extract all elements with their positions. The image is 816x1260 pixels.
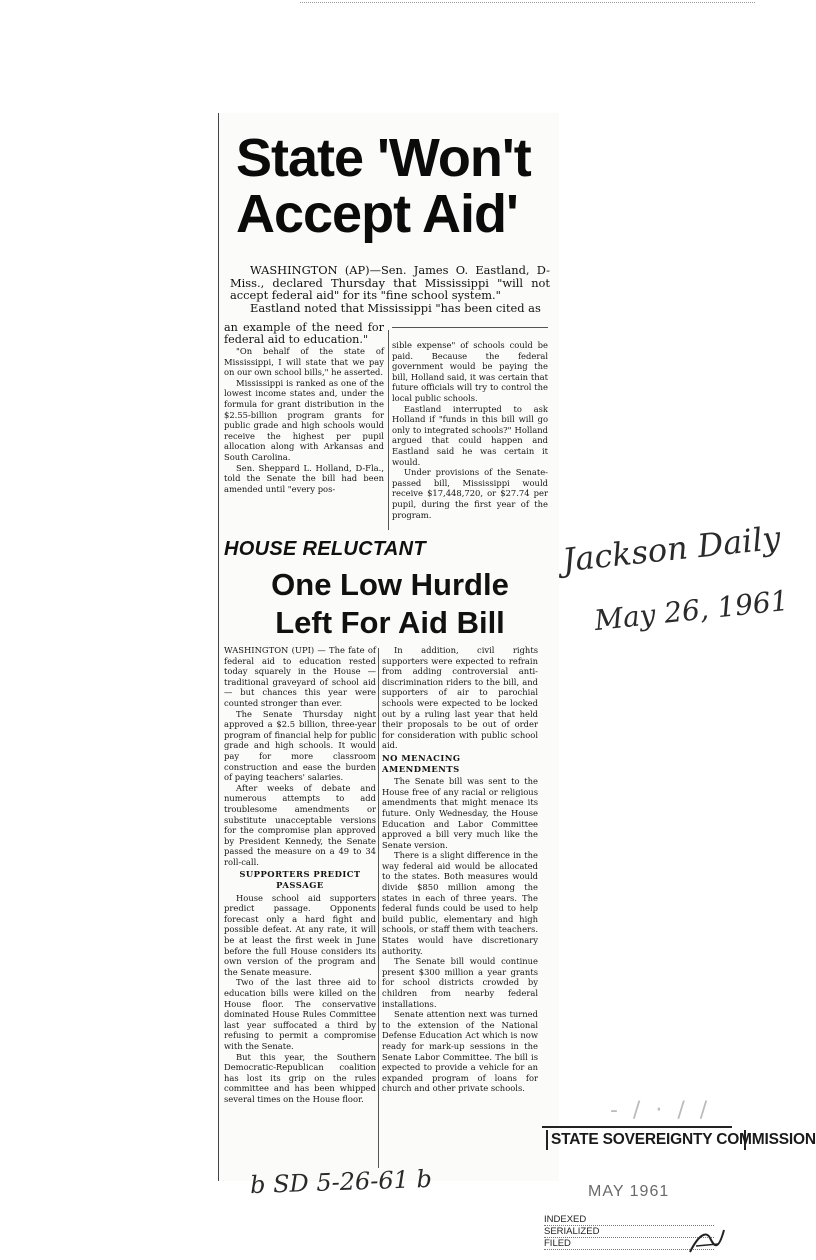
article1-column-left xyxy=(224,322,384,494)
article1-column-rule xyxy=(388,330,389,530)
stamp-row-serialized: SERIALIZED xyxy=(544,1226,714,1238)
top-dotted-edge xyxy=(300,2,755,3)
stamp-row-filed: FILED xyxy=(544,1238,714,1250)
article2-right-p5: Senate attention next was turned to the extension of the National Defense Education Act which is now ready for mark-up sessions in the Senate Labor Committee. The bill is expected to provide a vehicle for an expanded program of loans for church and other private schools. xyxy=(382,1009,538,1094)
handwritten-source: Jackson Daily xyxy=(560,518,783,580)
article1-left-p4: Sen. Sheppard L. Holland, D-Fla., told the Senate the bill had been amended until "every pos- xyxy=(224,462,384,494)
handwritten-date: May 26, 1961 xyxy=(592,583,790,638)
article1-left-p2: "On behalf of the state of Mississippi, I will state that we pay on our own school bills," he asserted. xyxy=(224,346,384,378)
article2-right-p4: The Senate bill would continue present $300 million a year grants for school districts crowded by children from nearby federal installations. xyxy=(382,956,538,1009)
stamp-top-rule xyxy=(542,1126,732,1128)
article2-left-p5: Two of the last three aid to education bills were killed on the House floor. The conservative dominated House Rules Committee last year suffocated a third by refusing to permit a compromise with the Senate. xyxy=(224,977,376,1051)
stamp-row-indexed: INDEXED xyxy=(544,1214,714,1226)
article2-subhead-amendments: NO MENACING AMENDMENTS xyxy=(382,752,461,774)
article1-right-p3: Under provisions of the Senate-passed bill, Mississippi would receive $17,448,720, or $27.74 per pupil, during the first year of the program. xyxy=(392,467,548,520)
article1-lead-para2: Eastland noted that Mississippi "has been cited as xyxy=(250,301,541,315)
article2-subhead-supporters: SUPPORTERS PREDICT PASSAGE xyxy=(239,869,361,891)
stamp-faint-marks: - / · / / xyxy=(610,1098,712,1123)
article1-column-right xyxy=(392,340,548,520)
article2-left-p6: But this year, the Southern Democratic-Republican coalition has lost its grip on the rules committee and has been whipped several times on the House floor. xyxy=(224,1051,376,1104)
article1-rule-top xyxy=(392,327,548,328)
article2-column-rule xyxy=(378,648,379,1168)
article2-headline-line1: One Low Hurdle xyxy=(271,567,509,602)
article2-headline-line2: Left For Aid Bill xyxy=(275,605,505,640)
initials-scribble xyxy=(688,1226,728,1256)
handwritten-file-note: b SD 5-26-61 b xyxy=(249,1164,433,1200)
article1-headline-line1: State 'Won't xyxy=(236,128,531,188)
article2-left-p4: House school aid supporters predict passage. Opponents forecast only a hard fight and possible defeat. At any rate, it will be at least the first week in June before the full House considers its own version of the program and the Senate measure. xyxy=(224,892,376,977)
article1-right-p2: Eastland interrupted to ask Holland if "funds in this bill will go only to integrated schools?" Holland argued that could happen and Eastland said he was certain it would. xyxy=(392,403,548,467)
stamp-title: STATE SOVEREIGNTY COMMISSION xyxy=(546,1130,746,1150)
stamp-date: MAY 1961 xyxy=(588,1183,670,1200)
article2-left-p3: After weeks of debate and numerous attempts to add troublesome amendments or substitute unacceptable versions for the compromise plan approved by President Kennedy, the Senate passed the measure on a 49 to 34 roll-call. xyxy=(224,782,376,867)
article2-column-left xyxy=(224,645,376,1105)
article1-lead-para1: WASHINGTON (AP)—Sen. James O. Eastland, D-Miss., declared Thursday that Mississippi "will not accept federal aid" for its "fine school system." xyxy=(230,263,550,303)
article2-left-p1: WASHINGTON (UPI) — The fate of federal aid to education rested today squarely in the House — traditional graveyard of school aid — but chances this year were counted stronger than ever. xyxy=(224,645,376,708)
article2-kicker: HOUSE RELUCTANT xyxy=(224,538,426,560)
article1-right-p1: sible expense" of schools could be paid. Because the federal government would be paying the bill, Holland said, it was certain that future officials will try to control the local public schools. xyxy=(392,340,548,403)
article2-headline xyxy=(230,566,550,642)
article2-left-p2: The Senate Thursday night approved a $2.5 billion, three-year program of financial help for public grade and high schools. It would pay for more classroom construction and ease the burden of paying teachers' salaries. xyxy=(224,708,376,783)
article1-left-p1: an example of the need for federal aid to education." xyxy=(224,321,384,346)
article2-right-p3: There is a slight difference in the way federal aid would be allocated to the states. Both measures would divide $850 million among the states in each of three years. The federal funds could be used to help build public, elementary and high schools, or staff them with teachers. States would have discretionary authority. xyxy=(382,850,538,956)
article1-headline xyxy=(236,130,554,242)
article2-right-p1: In addition, civil rights supporters were expected to refrain from adding controversial anti-discrimination riders to the bill, and supporters of air to parochial schools were expected to be locked out by a ruling last year that held their proposals to be out of order for consideration with public school aid. xyxy=(382,645,538,751)
article1-headline-line2: Accept Aid' xyxy=(236,184,518,244)
article2-right-p2: The Senate bill was sent to the House free of any racial or religious amendments that might menace its future. Only Wednesday, the House Education and Labor Committee approved a bill very much like the Senate version. xyxy=(382,776,538,850)
article1-left-p3: Mississippi is ranked as one of the lowest income states and, under the formula for grant distribution in the $2.55-billion program grants for public grade and high schools would receive the highest per pupil allocation along with Arkansas and South Carolina. xyxy=(224,377,384,462)
article2-column-right xyxy=(382,645,538,1094)
